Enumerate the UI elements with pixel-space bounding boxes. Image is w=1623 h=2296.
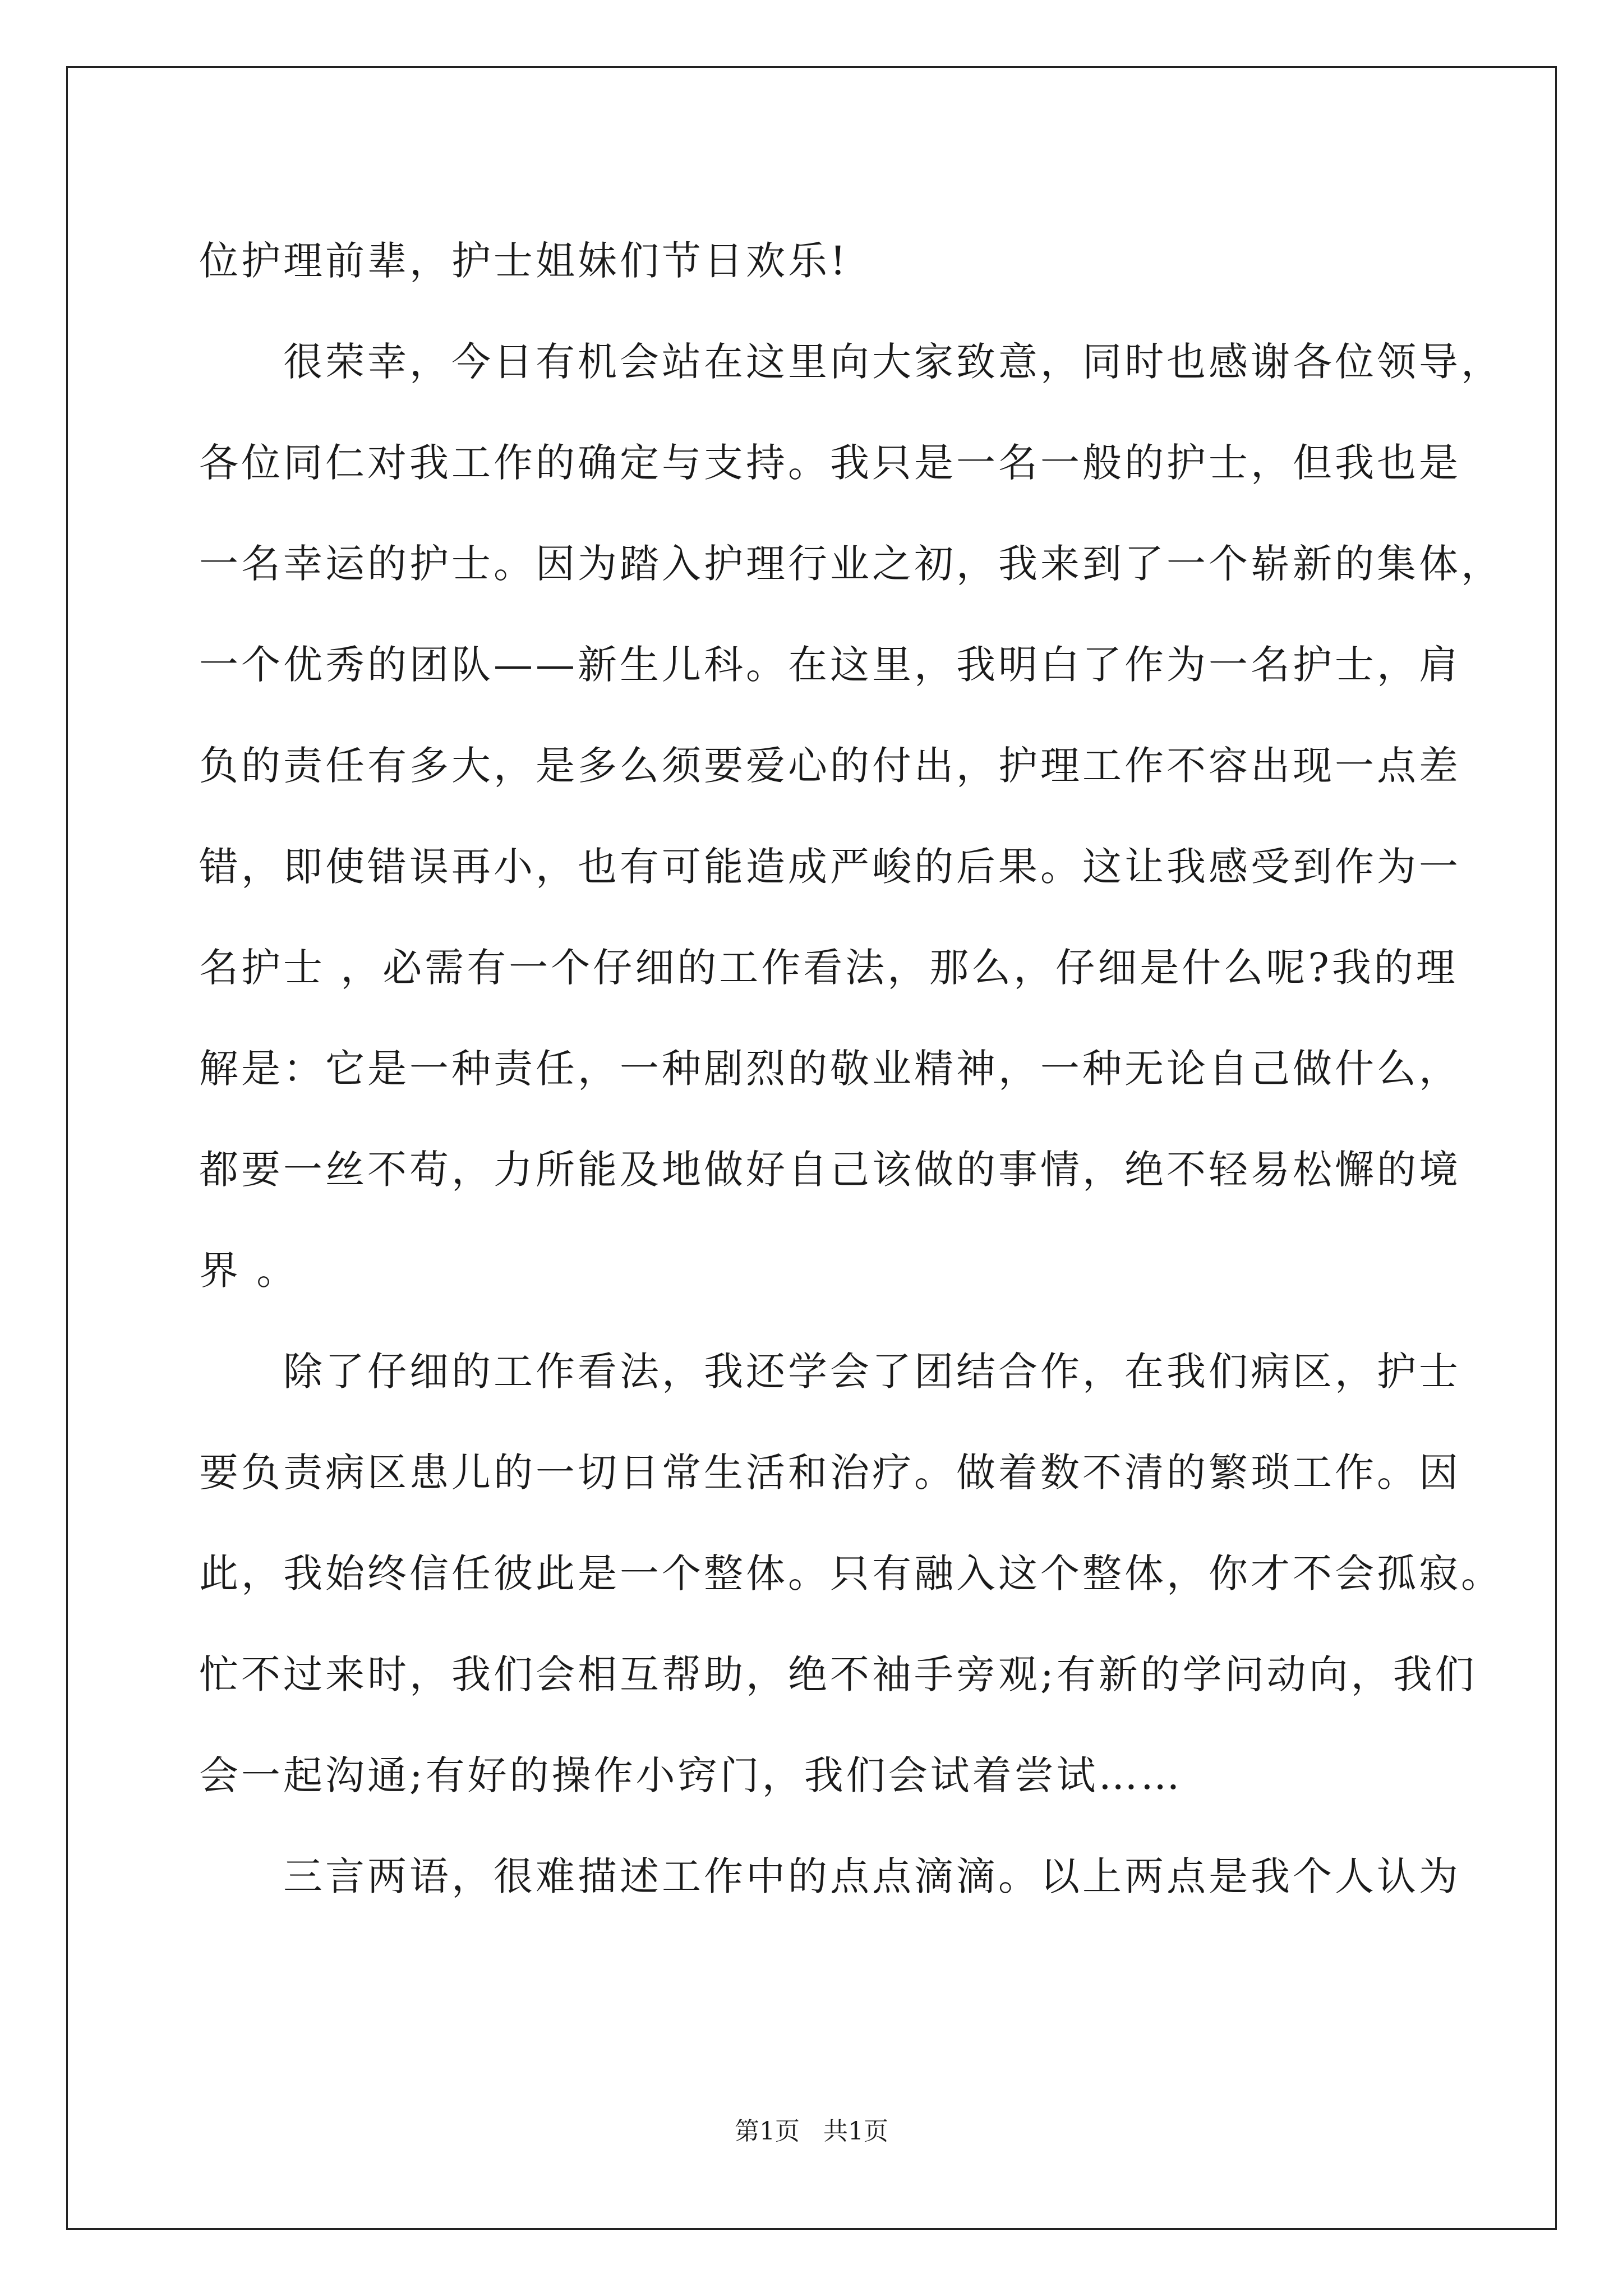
- text-line-8: 名护士 ，必需有一个仔细的工作看法，那么，仔细是什么呢?我的理: [199, 945, 1458, 991]
- text-line-4: 一名幸运的护士。因为踏入护理行业之初，我来到了一个崭新的集体，: [199, 541, 1503, 587]
- text-line-16: 会一起沟通;有好的操作小窍门，我们会试着尝试……: [199, 1752, 1183, 1798]
- text-line-3: 各位同仁对我工作的确定与支持。我只是一名一般的护士，但我也是: [199, 440, 1461, 486]
- text-line-1: 位护理前辈，护士姐妹们节日欢乐!: [199, 238, 849, 284]
- text-line-12: 除了仔细的工作看法，我还学会了团结合作，在我们病区，护士: [283, 1349, 1461, 1395]
- document-body: [199, 210, 1503, 1927]
- text-line-5: 一个优秀的团队——新生儿科。在这里，我明白了作为一名护士，肩: [199, 642, 1461, 688]
- text-line-17: 三言两语，很难描述工作中的点点滴滴。以上两点是我个人认为: [283, 1853, 1461, 1899]
- text-line-14: 此，我始终信任彼此是一个整体。只有融入这个整体，你才不会孤寂。: [199, 1550, 1503, 1596]
- text-line-15: 忙不过来时，我们会相互帮助，绝不袖手旁观;有新的学问动向，我们: [199, 1651, 1477, 1697]
- text-line-11: 界 。: [199, 1248, 299, 1294]
- text-line-10: 都要一丝不苟，力所能及地做好自己该做的事情，绝不轻易松懈的境: [199, 1147, 1461, 1193]
- text-line-9: 解是：它是一种责任，一种剧烈的敬业精神，一种无论自己做什么，: [199, 1046, 1461, 1092]
- page-footer: 第1页 共1页: [735, 2117, 888, 2146]
- text-line-7: 错，即使错误再小，也有可能造成严峻的后果。这让我感受到作为一: [199, 844, 1461, 890]
- text-line-13: 要负责病区患儿的一切日常生活和治疗。做着数不清的繁琐工作。因: [199, 1450, 1461, 1496]
- text-line-6: 负的责任有多大，是多么须要爱心的付出，护理工作不容出现一点差: [199, 743, 1461, 789]
- text-line-2: 很荣幸，今日有机会站在这里向大家致意，同时也感谢各位领导，: [283, 339, 1503, 385]
